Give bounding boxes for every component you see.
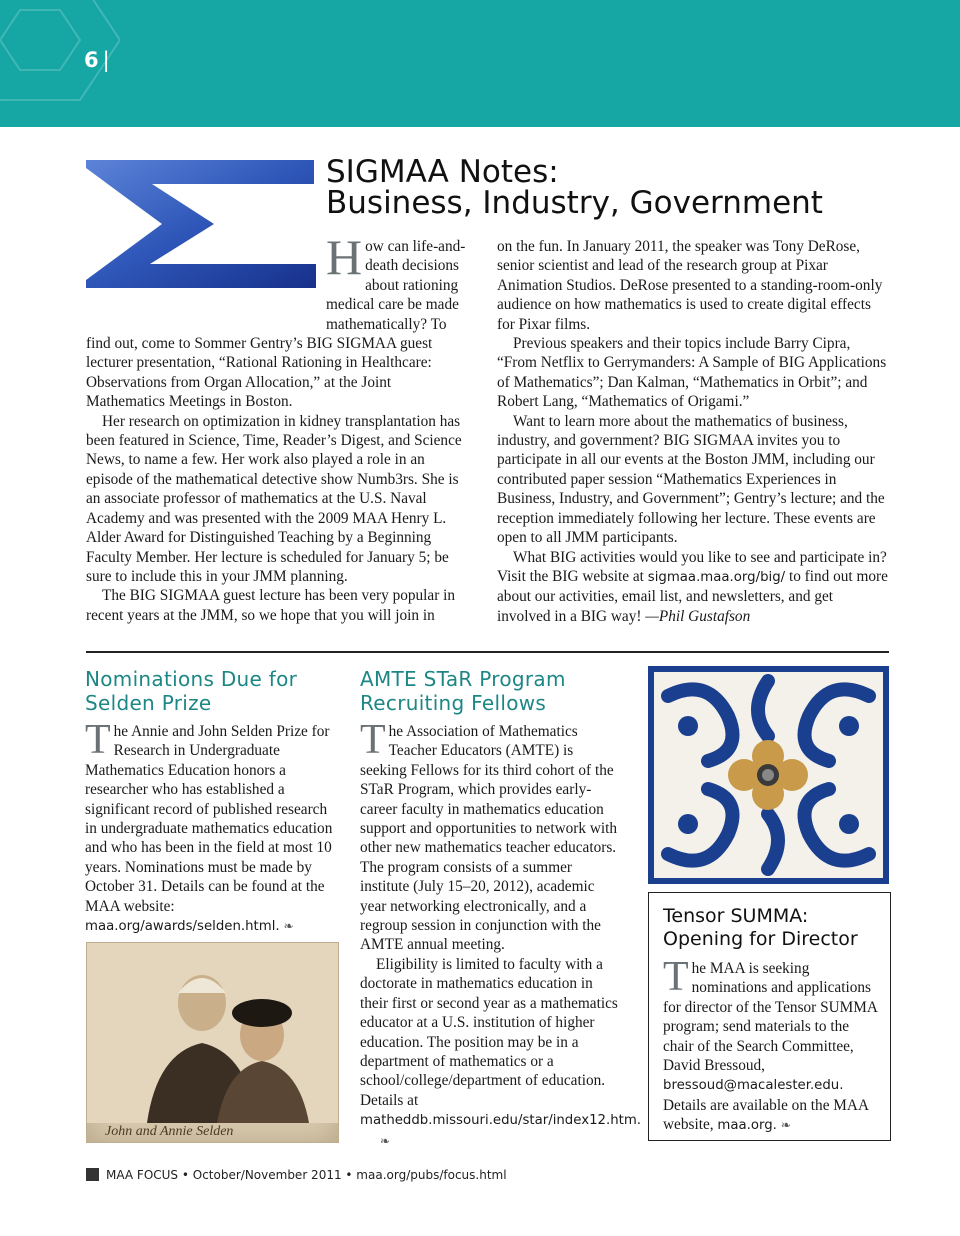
end-mark-icon: ❧: [380, 1133, 391, 1148]
photo-caption: John and Annie Selden: [105, 1124, 234, 1139]
end-mark-icon: ❧: [283, 919, 294, 934]
couple-portrait-icon: [87, 943, 338, 1123]
main-article-right-column: [497, 237, 889, 626]
amte-link[interactable]: matheddb.missouri.edu/star/index12.htm.: [360, 1113, 642, 1129]
selden-title: Nominations Due for Selden Prize: [85, 667, 298, 715]
footer-square-icon: [86, 1168, 99, 1181]
main-paragraph: on the fun. In January 2011, the speaker was Tony DeRose, senior scientist and lead of the research group at Pixar Animation Studios. DeRose presented to a standing-room-only audience on how mathematics is used to create digital effects for Pixar films.: [497, 238, 883, 333]
main-paragraph: Want to learn more about the mathematics of business, industry, and government? BIG SIGMAA invites you to participate in all our events at the Boston JMM, including our contributed paper session “Mathematics Experiences in Business, Industry, and Government”; Gentry’s lecture; and the reception immediately following her lecture. These events are open to all JMM participants.: [497, 412, 885, 547]
section-divider: [86, 651, 889, 653]
header-band: [0, 0, 960, 127]
selden-link[interactable]: maa.org/awards/selden.html.: [85, 919, 280, 935]
maa-link[interactable]: maa.org.: [717, 1118, 777, 1134]
main-paragraph: Her research on optimization in kidney transplantation has been featured in Science, Time, Reader’s Digest, and Science News, to name a few. Her work also played a role in an episode of the mathematical detective show Numb3rs. She is an associate professor of mathematics at the U.S. Naval Academy and was presented with the 2009 MAA Henry L. Alder Award for Distinguished Teaching by a Beginning Faculty Member. Her lecture is scheduled for January 5; be sure to include this in your JMM planning.: [86, 412, 462, 585]
selden-text: The Annie and John Selden Prize for Research in Undergraduate Mathematics Education honors a researcher who has established a significant record of published research in undergraduate mathematics education and who has been in the field at most 10 years. Nominations must be made by October 31. Details can be found at the MAA website: maa.org/awards/selden.html. ❧: [85, 722, 340, 936]
page-number: 6 |: [84, 48, 110, 72]
footer: MAA FOCUS • October/November 2011 • maa.org/pubs/focus.html: [86, 1168, 507, 1182]
main-paragraph: Previous speakers and their topics include Barry Cipra, “From Netflix to Gerrymanders: A Sample of BIG Applications of Mathematics”; Dan Kalman, “Mathematics in Orbit”; and Robert Lang, “Mathematics of Origami.”: [497, 335, 887, 411]
end-mark-icon: ❧: [780, 1118, 791, 1133]
summa-email[interactable]: bressoud@macalester.edu.: [663, 1078, 844, 1094]
summa-box: [648, 892, 891, 1141]
author-signature: —Phil Gustafson: [645, 607, 751, 625]
amte-text: The Association of Mathematics Teacher Educators (AMTE) is seeking Fellows for its third cohort of the STaR Program, which provides early-career faculty in mathematics education support and opportunities to network with other new mathematics teacher educators. The program consists of a summer institute (July 15–20, 2012), academic year networking electronically, and a regroup session in conjunction with the AMTE annual meeting. Eligibility is limited to faculty with a doctorate in mathematics education in their first or second year as a mathematics educator at a U.S. institution of higher education. The position may be in a department of mathematics or a school/college/department of education. Details at matheddb.missouri.edu/star/index12.htm.❧: [360, 722, 618, 1151]
main-article-left-column: [86, 229, 470, 625]
main-paragraph: What BIG activities would you like to see and participate in? Visit the BIG website at sigmaa.maa.org/big/ to find out more about our activities, email list, and newsletters, and get involved in a BIG way! —Phil Gustafson: [497, 548, 888, 625]
summa-title: Tensor SUMMA: Opening for Director: [663, 905, 858, 950]
selden-photo: [86, 942, 339, 1143]
main-title: SIGMAA Notes: Business, Industry, Government: [326, 154, 823, 221]
decorative-tile-icon: [648, 666, 889, 884]
big-website-link[interactable]: sigmaa.maa.org/big/: [647, 569, 786, 585]
amte-title: AMTE STaR Program Recruiting Fellows: [360, 667, 566, 715]
main-paragraph: The BIG SIGMAA guest lecture has been very popular in recent years at the JMM, so we hope that you will join in: [86, 587, 456, 624]
main-paragraph: How can life-and-death decisions about rationing medical care be made mathematically? To find out, come to Sommer Gentry’s BIG SIGMAA guest lecturer presentation, “Rational Rationing in Healthcare: Observations from Organ Allocation,” at the Joint Mathematics Meetings in Boston.: [86, 229, 466, 411]
summa-text: The MAA is seeking nominations and applications for director of the Tensor SUMMA program; send materials to the chair of the Search Committee, David Bressoud, bressoud@macalester.edu. Details are available on the MAA website, maa.org. ❧: [663, 959, 883, 1136]
